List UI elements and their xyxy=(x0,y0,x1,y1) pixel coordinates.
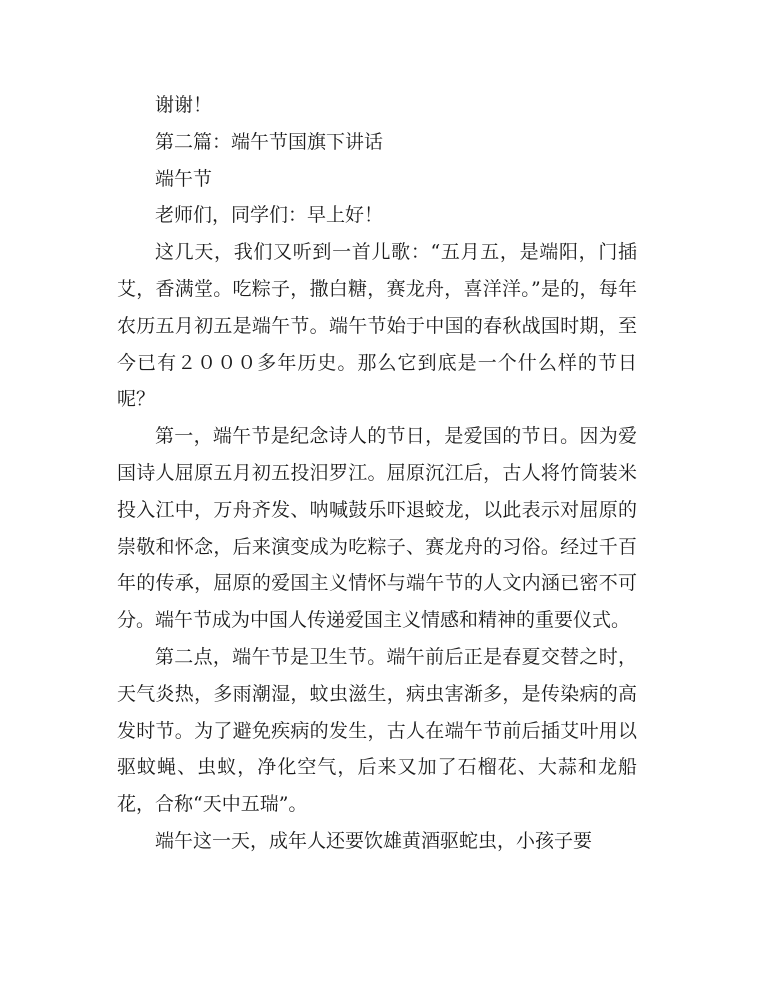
paragraph-second-point: 第二点，端午节是卫生节。端午前后正是春夏交替之时，天气炎热，多雨潮湿，蚊虫滋生，病虫害渐多，是传染病的高发时节。为了避免疾病的发生，古人在端午节前后插艾叶用以驱蚊蝇、虫蚁，净化空气，后来又加了石榴花、大蒜和龙船花，合称“天中五瑞”。 xyxy=(117,645,637,816)
paragraph-first-point: 第一，端午节是纪念诗人的节日，是爱国的节日。因为爱国诗人屈原五月初五投汨罗江。屈原沉江后，古人将竹筒装米投入江中，万舟齐发、呐喊鼓乐吓退蛟龙，以此表示对屈原的崇敬和怀念，后来演变成为吃粽子、赛龙舟的习俗。经过千百年的传承，屈原的爱国主义情怀与端午节的人文内涵已密不可分。端午节成为中国人传递爱国主义情感和精神的重要仪式。 xyxy=(117,425,637,632)
paragraph-intro: 这几天，我们又听到一首儿歌：“五月五，是端阳，门插艾，香满堂。吃粽子，撒白糖，赛龙舟，喜洋洋。”是的，每年农历五月初五是端午节。端午节始于中国的春秋战国时期，至今已有２０００多年历史。那么它到底是一个什么样的节日呢？ xyxy=(117,241,637,411)
speech-title: 端午节 xyxy=(155,167,213,190)
document-body xyxy=(117,87,637,860)
closing-thanks: 谢谢！ xyxy=(155,94,213,116)
section-heading: 第二篇：端午节国旗下讲话 xyxy=(155,130,384,153)
greeting: 老师们，同学们：早上好！ xyxy=(155,204,384,227)
paragraph-continued: 端午这一天，成年人还要饮雄黄酒驱蛇虫，小孩子要 xyxy=(155,829,593,852)
